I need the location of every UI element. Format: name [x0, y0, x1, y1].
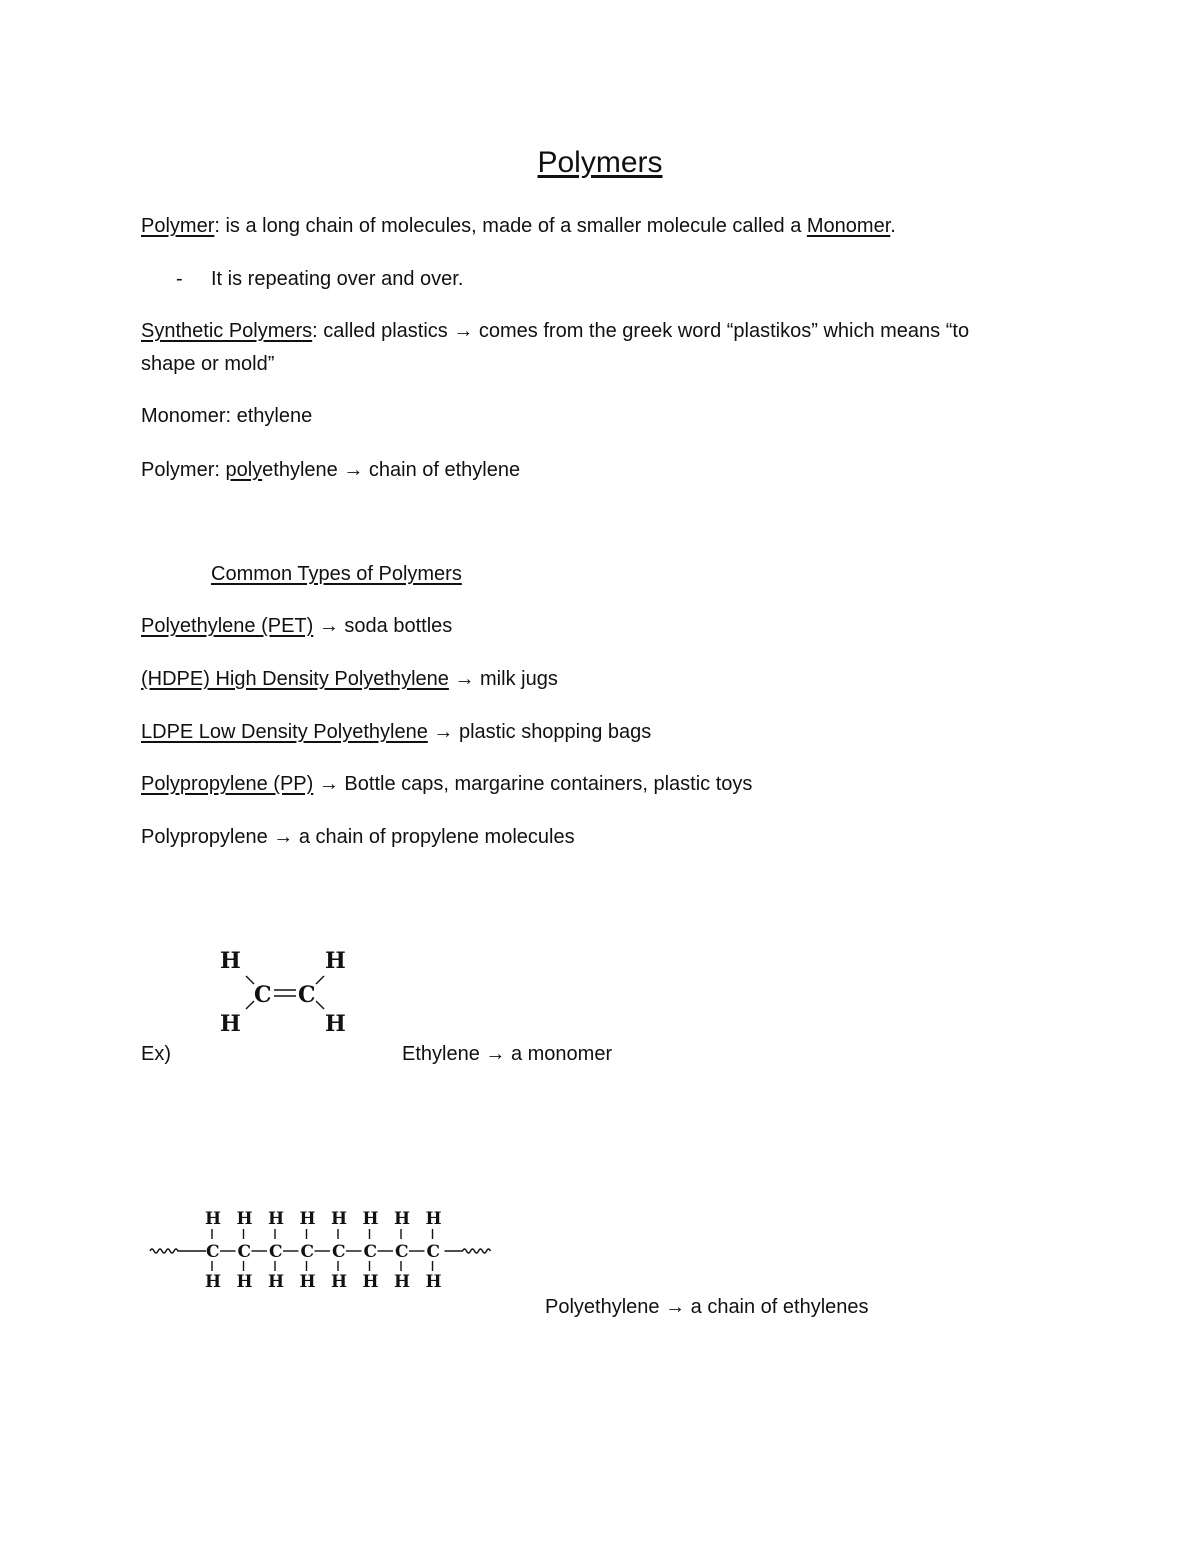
polyethylene-structure — [148, 1205, 508, 1290]
synthetic-polymers-term: Synthetic Polymers — [141, 320, 313, 342]
single-bond — [316, 1001, 324, 1009]
definition-period: . — [890, 215, 896, 237]
h-atom: H — [299, 1272, 316, 1292]
monomer-term: Monomer — [806, 215, 891, 237]
h-atom: H — [362, 1209, 379, 1229]
monomer-ethylene-line: Monomer: ethylene — [141, 405, 313, 427]
type-item — [141, 616, 452, 636]
polymer-definition-text: : is a long chain of molecules, made of a smaller molecule called a — [214, 215, 807, 237]
synthetic-polymers-text: : called plastics → comes from the greek word “plastikos” which means “to — [312, 320, 970, 342]
synthetic-polymers-line — [141, 321, 969, 341]
type-desc: → soda bottles — [313, 615, 453, 637]
h-atom: H — [268, 1209, 285, 1229]
bullet-text: It is repeating over and over. — [211, 268, 464, 290]
c-atom: C — [254, 982, 272, 1008]
single-bond — [316, 976, 324, 984]
polymer-definition — [141, 216, 896, 236]
h-atom: H — [220, 948, 241, 974]
c-atom: C — [300, 1242, 315, 1262]
type-item — [141, 669, 558, 689]
type-desc: → Bottle caps, margarine containers, plastic toys — [313, 773, 753, 795]
example-label: Ex) — [141, 1043, 171, 1065]
h-atom: H — [331, 1272, 348, 1292]
h-atom: H — [236, 1209, 253, 1229]
type-item — [141, 774, 752, 794]
c-atom: C — [206, 1242, 220, 1262]
polymer-polyethylene-line — [141, 460, 520, 480]
h-atom: H — [425, 1209, 442, 1229]
h-atom: H — [205, 1272, 222, 1292]
h-atom: H — [299, 1209, 316, 1229]
h-atom: H — [325, 1011, 346, 1037]
h-atom: H — [362, 1272, 379, 1292]
c-atom: C — [363, 1242, 378, 1262]
c-atom: C — [395, 1242, 409, 1262]
c-atom: C — [426, 1242, 441, 1262]
type-item — [141, 722, 651, 742]
type-name: Polypropylene (PP) — [141, 773, 314, 795]
h-atom: H — [236, 1272, 253, 1292]
ethylene-caption: Ethylene → a monomer — [402, 1043, 613, 1065]
page-title: Polymers — [537, 146, 663, 179]
h-atom: H — [331, 1209, 348, 1229]
h-atom: H — [205, 1209, 222, 1229]
polymer-term: Polymer — [141, 215, 215, 237]
single-bond — [246, 976, 254, 984]
polyethylene-caption: Polyethylene → a chain of ethylenes — [545, 1296, 869, 1318]
c-atom: C — [298, 982, 316, 1008]
types-heading: Common Types of Polymers — [211, 563, 462, 585]
type-desc: → milk jugs — [448, 668, 558, 690]
single-bond — [246, 1001, 254, 1009]
type-desc: → plastic shopping bags — [427, 721, 652, 743]
ethylene-structure — [210, 944, 360, 1039]
chain-end-wavy — [150, 1249, 206, 1253]
h-atom: H — [268, 1272, 285, 1292]
c-atom: C — [269, 1242, 283, 1262]
chain-end-wavy — [445, 1249, 491, 1253]
h-atom: H — [394, 1272, 411, 1292]
h-atom: H — [394, 1209, 411, 1229]
c-atom: C — [332, 1242, 346, 1262]
type-name: Polyethylene (PET) — [141, 615, 314, 637]
polypropylene-line: Polypropylene → a chain of propylene molecules — [141, 826, 575, 848]
synthetic-polymers-continuation: shape or mold” — [141, 353, 275, 375]
poly-prefix: poly — [225, 459, 263, 481]
type-name: (HDPE) High Density Polyethylene — [141, 668, 449, 690]
type-name: LDPE Low Density Polyethylene — [141, 721, 428, 743]
c-atom: C — [237, 1242, 252, 1262]
h-atom: H — [325, 948, 346, 974]
h-atom: H — [220, 1011, 241, 1037]
h-atom: H — [425, 1272, 442, 1292]
bullet-dash: - — [176, 268, 183, 290]
polymer-rest: ethylene → chain of ethylene — [262, 459, 521, 481]
polymer-prefix: Polymer: — [141, 459, 226, 481]
